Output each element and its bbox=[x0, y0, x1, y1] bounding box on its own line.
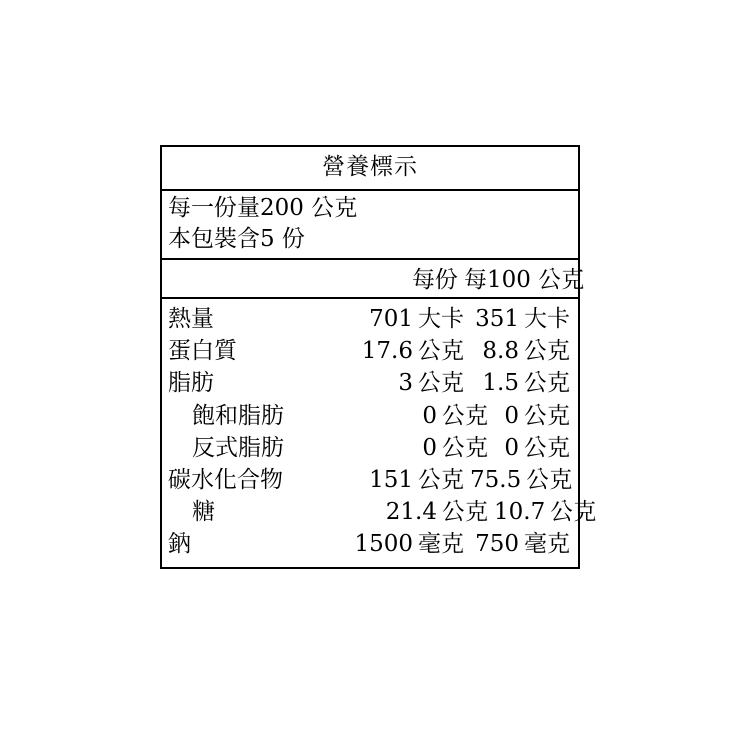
unit: 毫克 bbox=[524, 531, 570, 558]
value: 0 bbox=[504, 402, 519, 429]
unit: 公克 bbox=[442, 434, 488, 461]
value: 8.8 bbox=[482, 338, 519, 365]
value: 1.5 bbox=[482, 370, 519, 397]
table-row bbox=[162, 528, 578, 560]
value: 0 bbox=[504, 434, 519, 461]
value: 3 bbox=[398, 370, 413, 397]
unit: 公克 bbox=[526, 467, 573, 493]
table-row bbox=[162, 464, 578, 496]
unit: 公克 bbox=[442, 499, 488, 526]
table-row bbox=[162, 335, 578, 367]
value: 10.7 bbox=[494, 499, 546, 526]
label-title: 營養標示 bbox=[162, 147, 578, 191]
value: 0 bbox=[422, 434, 437, 461]
nutrient-per-100g bbox=[494, 496, 604, 528]
nutrient-per-100g bbox=[470, 464, 580, 496]
table-row bbox=[162, 496, 597, 528]
value: 351 bbox=[475, 306, 519, 333]
nutrient-name: 鈉 bbox=[168, 531, 191, 558]
nutrient-name: 糖 bbox=[192, 499, 215, 526]
nutrient-per-serving bbox=[370, 400, 494, 432]
column-header-per-serving: 每份 bbox=[412, 267, 458, 294]
table-row bbox=[162, 303, 578, 335]
value: 0 bbox=[422, 402, 437, 429]
unit: 公克 bbox=[418, 338, 464, 365]
column-header-per-100g: 每100 公克 bbox=[464, 267, 585, 294]
nutrient-per-serving bbox=[346, 367, 470, 399]
value: 75.5 bbox=[470, 467, 522, 493]
nutrition-facts-label bbox=[160, 145, 597, 569]
value: 21.4 bbox=[385, 499, 437, 526]
unit: 公克 bbox=[418, 370, 464, 397]
value: 701 bbox=[369, 306, 413, 333]
unit: 公克 bbox=[418, 467, 464, 493]
column-header-nutrient bbox=[162, 261, 340, 294]
nutrient-name: 蛋白質 bbox=[168, 338, 237, 365]
nutrient-per-100g bbox=[494, 400, 578, 432]
nutrient-per-100g bbox=[470, 335, 578, 367]
nutrient-per-100g bbox=[470, 367, 578, 399]
nutrient-per-serving bbox=[346, 464, 470, 496]
table-row bbox=[162, 400, 578, 432]
unit: 大卡 bbox=[524, 306, 570, 333]
nutrient-per-100g bbox=[470, 528, 578, 560]
nutrient-per-serving bbox=[370, 496, 494, 528]
serving-information bbox=[162, 191, 578, 260]
unit: 大卡 bbox=[418, 306, 464, 333]
unit: 公克 bbox=[550, 499, 597, 526]
nutrient-name: 脂肪 bbox=[168, 370, 214, 397]
unit: 公克 bbox=[524, 434, 570, 461]
nutrient-per-serving bbox=[346, 335, 470, 367]
unit: 公克 bbox=[442, 402, 488, 429]
value: 17.6 bbox=[361, 338, 413, 365]
nutrient-per-serving bbox=[370, 432, 494, 464]
value: 750 bbox=[475, 531, 519, 558]
unit: 公克 bbox=[524, 370, 570, 397]
nutrient-rows bbox=[162, 299, 597, 567]
nutrient-name: 飽和脂肪 bbox=[192, 402, 284, 429]
nutrient-name: 反式脂肪 bbox=[192, 434, 284, 461]
unit: 公克 bbox=[524, 338, 570, 365]
nutrient-per-100g bbox=[470, 303, 578, 335]
value: 1500 bbox=[354, 531, 413, 558]
unit: 毫克 bbox=[418, 531, 464, 558]
unit: 公克 bbox=[524, 402, 570, 429]
table-row bbox=[162, 432, 578, 464]
nutrient-per-serving bbox=[346, 528, 470, 560]
nutrient-per-serving bbox=[346, 303, 470, 335]
column-headers bbox=[162, 260, 585, 299]
value: 151 bbox=[369, 467, 413, 493]
nutrient-name: 碳水化合物 bbox=[168, 467, 283, 493]
table-row bbox=[162, 367, 578, 399]
nutrient-per-100g bbox=[494, 432, 578, 464]
servings-per-container-line: 本包裝含5 份 bbox=[168, 225, 305, 252]
nutrient-name: 熱量 bbox=[168, 306, 214, 333]
serving-size-line: 每一份量200 公克 bbox=[168, 195, 358, 222]
